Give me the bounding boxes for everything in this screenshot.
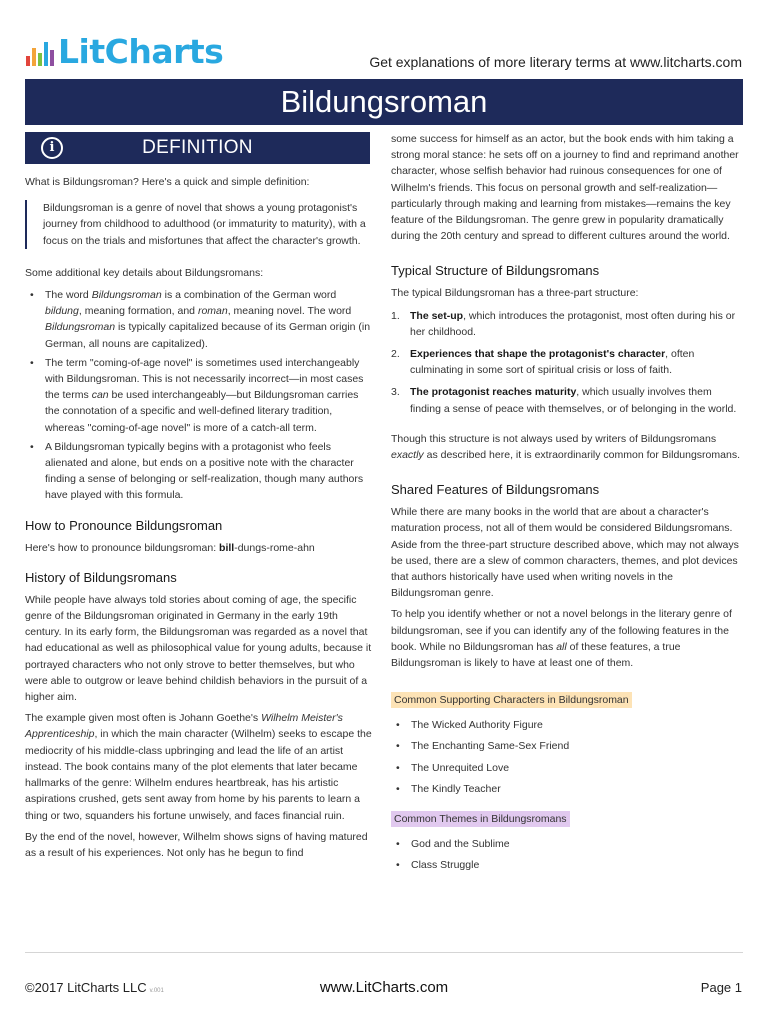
list-item: • Class Struggle (391, 857, 743, 873)
shared-paragraph: While there are many books in the world that are about a character's maturation process, not all of them would be considered Bildungsromans. Aside from the three-part structure described above, which may not always be used, there are a slew of common characters, themes, and plot devices that authors historically have used when writing novels in the Bildungsroman genre. (391, 506, 739, 600)
details-intro: Some additional key details about Bildungsromans: (25, 266, 264, 279)
footer-site-link[interactable]: www.LitCharts.com (319, 979, 449, 996)
list-item: • The Wicked Authority Figure (391, 717, 743, 733)
list-item: • The word Bildungsroman is a combination of the German word bildung, meaning formation, and roman, meaning novel. The word Bildungsroman is typically capitalized because of its German origin (in German, all nouns are capitalized). (25, 287, 373, 352)
list-item: • The term "coming-of-age novel" is sometimes used interchangeably with Bildungsroman. This is not necessarily incorrect—in most cases the terms can be used interchangeably—but Bildungsroman carries the connotation of a specific and well-defined literary tradition, whereas "coming-of-age novel" is more of a catch-all term. (25, 355, 373, 436)
details-list (25, 287, 373, 504)
list-item: • The Kindly Teacher (391, 781, 743, 797)
definition-quote: Bildungsroman is a genre of novel that shows a young protagonist's journey from childhood to adulthood (or immaturity to maturity), with a focus on the trials and misfortunes that affect the character's growth. (25, 200, 373, 249)
list-item: • God and the Sublime (391, 836, 743, 852)
shared-paragraph: To help you identify whether or not a novel belongs in the literary genre of bildungsroman, see if you can identify any of the following features in the book. While no Bildungsroman has all of these features, a true Bildungsroman is likely to have at least one of them. (391, 608, 732, 670)
pronounce-text: Here's how to pronounce bildungsroman: bill-dungs-rome-ahn (25, 541, 315, 554)
logo-bar (44, 42, 48, 66)
info-icon: i (41, 137, 63, 159)
structure-intro: The typical Bildungsroman has a three-part structure: (391, 287, 639, 300)
left-column (25, 174, 373, 866)
history-paragraph: While people have always told stories about coming of age, the specific genre of the Bildungsroman originated in Germany in the early 19th century. In its early form, the Bildungsroman was regarded as a novel that had educational as well as philosophical value for young adults, because it portrayed characters who not only strove to better themselves, but who were able to outgrow or leave behind childish behaviors in the pursuit of a higher aim. (25, 593, 372, 704)
list-item: • A Bildungsroman typically begins with a protagonist who feels alienated and alone, but ends on a positive note with the character finding a sense of belonging or self-realization, though many authors have played with this formula. (25, 439, 373, 504)
list-item: • The Enchanting Same-Sex Friend (391, 738, 743, 754)
history-continued: some success for himself as an actor, but the book ends with him taking a strong moral stance: he sets off on a journey to find and reprimand another character, whose selfish behavior had ruinous consequences for one of Wilhelm's friends. This focus on personal growth and self-realization—particularly through making and learning from mistakes—remains the key feature of the Bildungsroman. The genre grew in popularity dramatically during the 20th century and spread to different cultures around the world. (391, 133, 739, 243)
logo-bar (50, 50, 54, 66)
history-heading: History of Bildungsromans (25, 569, 177, 585)
structure-outro: Though this structure is not always used by writers of Bildungsromans exactly as described here, it is extraordinarily common for Bildungsromans. (391, 432, 740, 462)
characters-label: Common Supporting Characters in Bildungsroman (391, 692, 632, 708)
history-paragraph: By the end of the novel, however, Wilhelm shows signs of having matured as a result of his experiences. Not only has he begun to find (25, 830, 368, 859)
structure-heading: Typical Structure of Bildungsromans (391, 263, 600, 279)
footer-copyright: ©2017 LitCharts LLC v.001 (25, 980, 164, 995)
list-item: • The Unrequited Love (391, 760, 743, 776)
logo-bar (26, 56, 30, 66)
logo-bar (38, 53, 42, 66)
logo-bar (32, 48, 36, 66)
right-column (391, 131, 743, 880)
page-number: Page 1 (700, 980, 742, 995)
list-item: 2. Experiences that shape the protagonist's character, often culminating in some sort of spiritual crisis or loss of faith. (391, 348, 695, 377)
definition-label: DEFINITION (142, 137, 253, 158)
structure-list (391, 308, 743, 417)
pronounce-heading: How to Pronounce Bildungsroman (25, 517, 223, 533)
definition-header (25, 132, 370, 164)
themes-label: Common Themes in Bildungsromans (391, 811, 570, 827)
definition-intro: What is Bildungsroman? Here's a quick and simple definition: (25, 176, 310, 188)
shared-heading: Shared Features of Bildungsromans (391, 482, 600, 498)
litcharts-logo[interactable] (26, 32, 223, 72)
version-label: v.001 (149, 988, 164, 994)
themes-list (391, 836, 743, 873)
footer-divider (25, 952, 743, 953)
list-item: 1. The set-up, which introduces the protagonist, most often during his or her childhood. (391, 309, 736, 338)
list-item: 3. The protagonist reaches maturity, which usually involves them finding a sense of peace with themselves, or of belonging in the world. (391, 386, 737, 415)
logo-bars-icon (26, 38, 54, 66)
page-title: Bildungsroman (25, 79, 743, 125)
characters-list (391, 717, 743, 797)
history-paragraph: The example given most often is Johann Goethe's Wilhelm Meister's Apprenticeship, in which the main character (Wilhelm) seeks to escape the mediocrity of his middle-class upbringing and lead the life of an artist instead. The book contains many of the plot elements that later became hallmarks of the genre: Wilhelm endures heartbreak, has his artistic aspirations crushed, gets sent away from home by his parents to learn a thing or two, squanders his fortune unwisely, and faces financial ruin. (25, 712, 372, 822)
top-tagline: Get explanations of more literary terms at www.litcharts.com (369, 54, 742, 70)
logo-text: LitCharts (58, 32, 224, 71)
